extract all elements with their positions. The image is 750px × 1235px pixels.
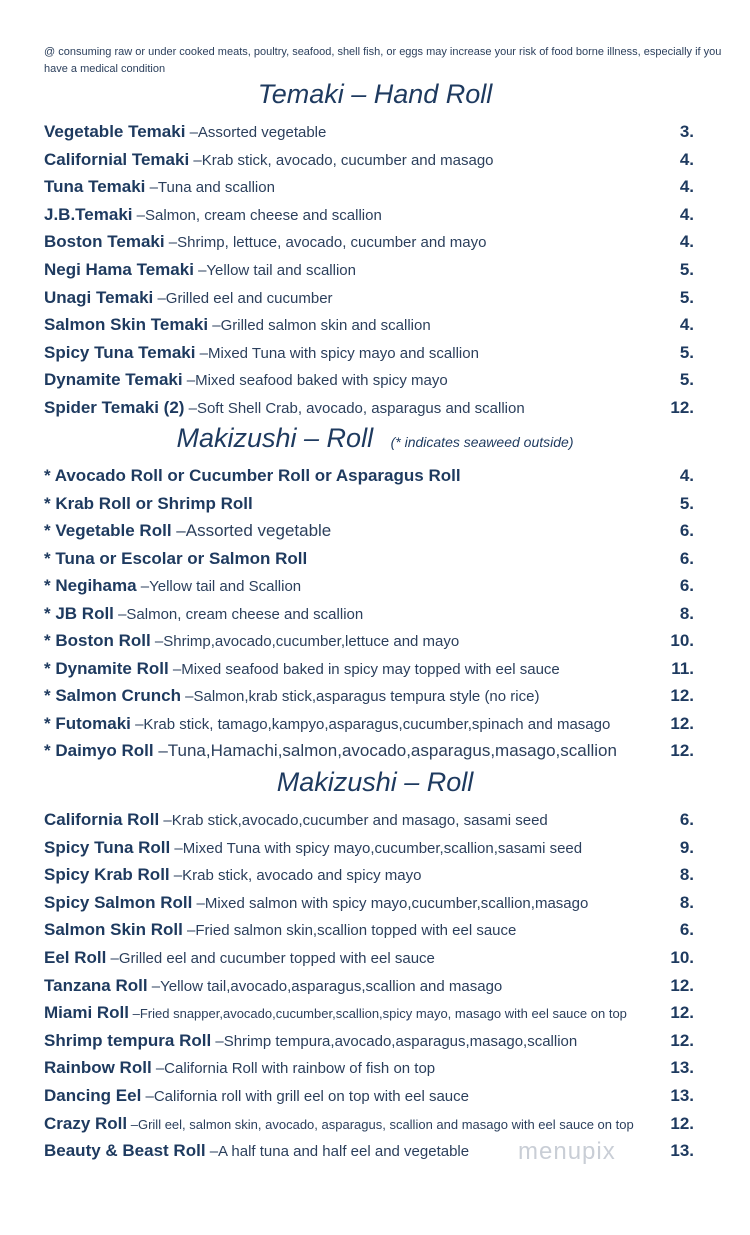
- item-description: –Shrimp, lettuce, avocado, cucumber and mayo: [164, 234, 487, 252]
- item-name: Salmon Skin Roll: [44, 920, 183, 940]
- item-description: –Fried snapper,avocado,cucumber,scallion,spicy mayo, masago with eel sauce on top: [129, 1006, 627, 1022]
- menu-item: [44, 490, 694, 517]
- item-description: –Grilled eel and cucumber: [153, 289, 333, 307]
- item-price: 5.: [679, 287, 694, 307]
- item-name: Dynamite Temaki: [44, 370, 183, 390]
- item-description: –Yellow tail and scallion: [193, 262, 356, 279]
- item-description: –Tuna and scallion: [145, 179, 275, 197]
- seaweed-note: (* indicates seaweed outside): [390, 434, 574, 450]
- item-description: –Yellow tail and Scallion: [136, 578, 302, 595]
- item-price: 10.: [670, 631, 694, 650]
- menu-item: [44, 462, 694, 489]
- item-description: –Krab stick, avocado and spicy mayo: [169, 867, 422, 885]
- item-description: –Soft Shell Crab, avocado, asparagus and scallion: [184, 400, 525, 417]
- menu-item: [44, 545, 694, 572]
- menu-item: [44, 916, 694, 943]
- item-description: –Shrimp,avocado,cucumber,lettuce and mayo: [150, 633, 460, 650]
- item-name: California Roll: [44, 810, 160, 829]
- item-name: Rainbow Roll: [44, 1058, 152, 1078]
- item-price: 13.: [670, 1141, 694, 1161]
- item-price: 8.: [679, 603, 694, 623]
- item-name: Californial Temaki: [44, 149, 190, 169]
- menu-item: [44, 1110, 694, 1137]
- item-description: –Krab stick,avocado,cucumber and masago, sasami seed: [159, 812, 548, 829]
- item-price: 13.: [670, 1086, 694, 1105]
- item-price: 12.: [670, 398, 694, 417]
- item-name: * Tuna or Escolar or Salmon Roll: [44, 548, 308, 568]
- menu-item: [44, 944, 694, 971]
- item-price: 4.: [679, 232, 694, 252]
- menu-item: [44, 366, 694, 393]
- item-price: 6.: [679, 521, 694, 540]
- item-price: 12.: [670, 1113, 694, 1133]
- menu-item: [44, 710, 694, 737]
- menu-item: [44, 1054, 694, 1081]
- item-name: * Futomaki: [44, 713, 131, 733]
- item-description: –California Roll with rainbow of fish on top: [151, 1060, 436, 1078]
- item-price: 8.: [679, 892, 694, 912]
- item-description: –Mixed Tuna with spicy mayo,cucumber,scallion,sasami seed: [170, 839, 583, 857]
- menu-item: [44, 146, 694, 173]
- item-description: –Mixed Tuna with spicy mayo and scallion: [195, 344, 479, 362]
- item-price: 6.: [679, 576, 694, 595]
- temaki-heading: [0, 79, 750, 110]
- item-price: 6.: [679, 548, 694, 568]
- item-name: Spicy Salmon Roll: [44, 892, 193, 912]
- item-price: 5.: [679, 370, 694, 390]
- item-description: –Salmon, cream cheese and scallion: [113, 605, 364, 623]
- item-description: –A half tuna and half eel and vegetable: [205, 1143, 470, 1161]
- makizushi-heading-text: Makizushi – Roll: [276, 767, 474, 797]
- item-description: –Shrimp tempura,avocado,asparagus,masago,scallion: [211, 1032, 578, 1050]
- item-description: –Mixed seafood baked with spicy mayo: [182, 372, 448, 390]
- item-description: –Krab stick, tamago,kampyo,asparagus,cucumber,spinach and masago: [130, 715, 611, 733]
- item-price: 4.: [679, 466, 694, 485]
- menu-item: [44, 572, 694, 599]
- menu-item: [44, 806, 694, 833]
- item-description: –Grilled eel and cucumber topped with eel sauce: [106, 950, 435, 967]
- item-description: –Fried salmon skin,scallion topped with eel sauce: [182, 922, 517, 940]
- makizushi-heading: [0, 767, 750, 798]
- item-price: 12.: [670, 1030, 694, 1050]
- item-price: 4.: [679, 315, 694, 335]
- item-price: 5.: [679, 493, 694, 513]
- menu-item: [44, 394, 694, 421]
- item-description: –Grilled salmon skin and scallion: [208, 317, 431, 335]
- item-price: 10.: [670, 948, 694, 967]
- item-price: 3.: [679, 122, 694, 141]
- item-name: Spicy Tuna Roll: [44, 837, 171, 857]
- item-price: 11.: [671, 658, 694, 678]
- item-name: * Daimyo Roll: [44, 741, 154, 760]
- item-description: –California roll with grill eel on top with eel sauce: [141, 1088, 469, 1105]
- item-price: 12.: [670, 741, 694, 760]
- item-name: Tuna Temaki: [44, 177, 146, 197]
- item-name: Spicy Tuna Temaki: [44, 342, 196, 362]
- item-name: * Avocado Roll or Cucumber Roll or Asparagus Roll: [44, 466, 461, 485]
- item-description: –Krab stick, avocado, cucumber and masago: [189, 151, 494, 169]
- item-price: 4.: [679, 204, 694, 224]
- menu-item: [44, 201, 694, 228]
- disclaimer: @ consuming raw or under cooked meats, poultry, seafood, shell fish, or eggs may increase your risk of food borne illness, especially if you have a medical condition: [44, 46, 722, 75]
- item-description: –Assorted vegetable: [171, 521, 332, 540]
- temaki-heading-text: Temaki – Hand Roll: [257, 79, 493, 109]
- item-name: J.B.Temaki: [44, 204, 133, 224]
- item-name: Unagi Temaki: [44, 287, 154, 307]
- menu-item: [44, 627, 694, 654]
- item-price: 4.: [679, 177, 694, 197]
- item-name: Shrimp tempura Roll: [44, 1030, 212, 1050]
- item-price: 6.: [679, 810, 694, 829]
- makizushi-outside-heading: [0, 423, 750, 454]
- item-description: –Salmon,krab stick,asparagus tempura style (no rice): [180, 688, 540, 705]
- item-name: Salmon Skin Temaki: [44, 315, 209, 335]
- item-name: Eel Roll: [44, 948, 107, 967]
- menu-item: [44, 889, 694, 916]
- item-name: Negi Hama Temaki: [44, 260, 194, 279]
- item-name: Dancing Eel: [44, 1086, 142, 1105]
- item-name: * Krab Roll or Shrimp Roll: [44, 493, 253, 513]
- menu-item: [44, 173, 694, 200]
- item-name: * Boston Roll: [44, 631, 151, 650]
- item-description: –Mixed seafood baked in spicy may topped with eel sauce: [168, 660, 560, 678]
- item-price: 5.: [679, 342, 694, 362]
- item-name: Spider Temaki (2): [44, 398, 185, 417]
- item-description: –Grill eel, salmon skin, avocado, asparagus, scallion and masago with eel sauce on top: [127, 1116, 634, 1132]
- item-price: 12.: [670, 975, 694, 995]
- item-description: –Assorted vegetable: [185, 124, 327, 141]
- item-name: Vegetable Temaki: [44, 122, 186, 141]
- item-price: 9.: [679, 837, 694, 857]
- item-name: Spicy Krab Roll: [44, 865, 170, 885]
- item-price: 12.: [670, 1003, 694, 1023]
- menu-item: [44, 737, 694, 764]
- item-price: 13.: [670, 1058, 694, 1078]
- item-description: –Yellow tail,avocado,asparagus,scallion and masago: [147, 977, 503, 995]
- item-price: 12.: [670, 686, 694, 705]
- item-name: * JB Roll: [44, 603, 114, 623]
- item-name: Miami Roll: [44, 1003, 130, 1023]
- item-name: Crazy Roll: [44, 1113, 128, 1133]
- item-price: 5.: [679, 260, 694, 279]
- menu-item: [44, 999, 694, 1026]
- menu-item: [44, 682, 694, 709]
- menu-item: [44, 972, 694, 999]
- menu-item: [44, 655, 694, 682]
- menu-item: [44, 311, 694, 338]
- menu-item: [44, 834, 694, 861]
- item-price: 12.: [670, 713, 694, 733]
- item-name: * Vegetable Roll: [44, 521, 172, 540]
- makizushi-outside-heading-text: Makizushi – Roll: [176, 423, 374, 453]
- item-price: 6.: [679, 920, 694, 940]
- menu-item: [44, 228, 694, 255]
- item-price: 8.: [679, 865, 694, 885]
- item-description: –Mixed salmon with spicy mayo,cucumber,scallion,masago: [192, 894, 589, 912]
- menu-item: [44, 517, 694, 544]
- menu-item: [44, 256, 694, 283]
- item-price: 4.: [679, 149, 694, 169]
- menu-item: [44, 861, 694, 888]
- item-name: Beauty & Beast Roll: [44, 1141, 206, 1161]
- menu-item: [44, 118, 694, 145]
- item-name: * Dynamite Roll: [44, 658, 169, 678]
- menu-item: [44, 339, 694, 366]
- menu-item: [44, 600, 694, 627]
- menu-item: [44, 284, 694, 311]
- item-name: * Salmon Crunch: [44, 686, 181, 705]
- item-name: Tanzana Roll: [44, 975, 148, 995]
- item-name: Boston Temaki: [44, 232, 165, 252]
- menu-item: [44, 1082, 694, 1109]
- menu-item: [44, 1027, 694, 1054]
- item-description: –Salmon, cream cheese and scallion: [132, 206, 382, 224]
- item-description: –Tuna,Hamachi,salmon,avocado,asparagus,masago,scallion: [153, 741, 617, 760]
- menupix-watermark: menupix: [518, 1138, 616, 1165]
- item-name: * Negihama: [44, 576, 137, 595]
